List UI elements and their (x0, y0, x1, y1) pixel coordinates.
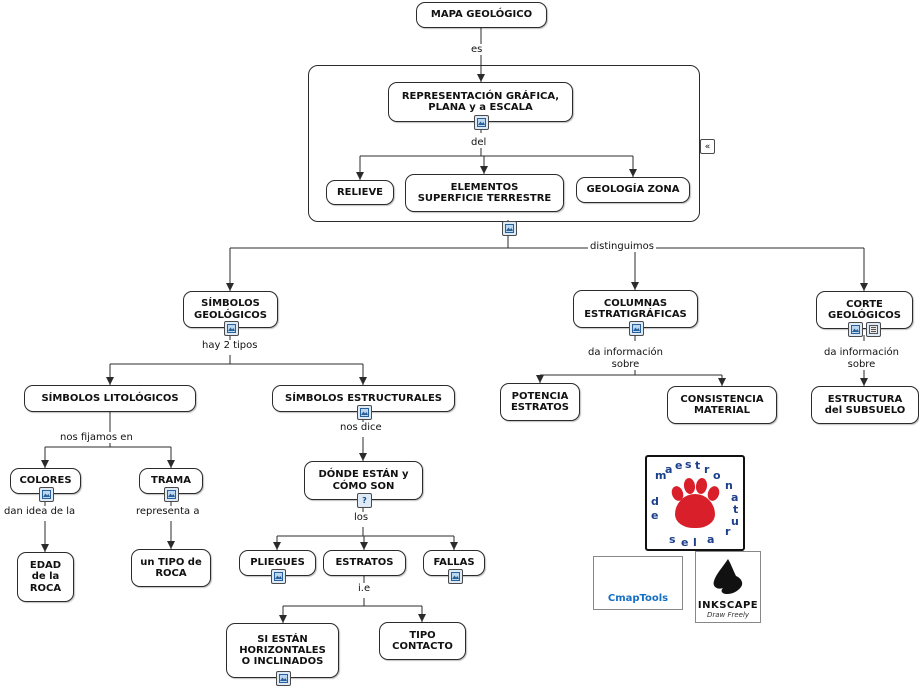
node-label: ELEMENTOS SUPERFICIE TERRESTRE (417, 181, 552, 204)
resource-icon[interactable] (224, 321, 239, 336)
link-label-dan-idea-de-la: dan idea de la (4, 506, 76, 517)
node-elementos-superficie-terrestre[interactable] (405, 174, 564, 212)
node-label: EDAD de la ROCA (29, 560, 62, 594)
node-label: COLORES (19, 475, 72, 487)
link-label-los: los (354, 512, 369, 523)
node-si-estan-horizontales-o-inclinados[interactable] (226, 623, 339, 678)
node-label: ESTRATOS (335, 557, 394, 569)
node-estructura-subsuelo[interactable] (811, 386, 919, 424)
resource-icon[interactable] (164, 487, 179, 502)
resource-icon[interactable] (448, 569, 463, 584)
node-label: SÍMBOLOS ESTRUCTURALES (285, 392, 442, 404)
node-label: CORTE GEOLÓGICOS (827, 298, 902, 321)
maestro-logo-text: m a e s t r o d e n a t u r a l e s (651, 458, 739, 549)
node-label: DÓNDE ESTÁN y CÓMO SON (318, 469, 409, 492)
node-mapa-geologico[interactable] (416, 2, 547, 28)
resource-icon[interactable] (866, 322, 881, 337)
collapse-icon[interactable]: « (700, 139, 715, 154)
node-label: GEOLOGÍA ZONA (586, 184, 680, 196)
inkscape-tagline: Draw Freely (706, 611, 750, 619)
node-simbolos-litologicos[interactable] (24, 385, 196, 412)
cmaptools-label: CmapTools (607, 593, 669, 604)
node-label: PLIEGUES (250, 557, 305, 569)
help-resource-icon[interactable]: ? (357, 493, 372, 508)
link-label-nos-fijamos-en: nos fijamos en (60, 432, 133, 443)
inkscape-mark-icon (708, 556, 748, 598)
resource-icon[interactable] (39, 487, 54, 502)
resource-icon[interactable] (276, 671, 291, 686)
maestro-naturaleza-logo (645, 455, 745, 551)
node-label: MAPA GEOLÓGICO (430, 9, 533, 21)
node-relieve[interactable] (326, 180, 394, 205)
node-edad-de-la-roca[interactable] (17, 552, 74, 602)
resource-icon[interactable] (474, 115, 489, 130)
node-label: TRAMA (151, 475, 191, 487)
resource-icon[interactable] (848, 322, 863, 337)
link-label-distinguimos: distinguimos (590, 241, 654, 252)
node-geologia-zona[interactable] (576, 177, 690, 203)
node-corte-geologicos[interactable] (816, 291, 913, 329)
link-label-da-informacion-sobre-columnas: da información sobre (588, 347, 663, 370)
resource-icon[interactable] (502, 221, 517, 236)
link-label-es: es (471, 44, 483, 55)
node-estratos[interactable] (323, 550, 406, 576)
node-tipo-contacto[interactable] (379, 622, 466, 660)
link-label-da-informacion-sobre-corte: da información sobre (824, 347, 899, 370)
node-label: FALLAS (433, 557, 475, 569)
node-label: RELIEVE (336, 186, 384, 198)
node-label: TIPO CONTACTO (392, 629, 453, 652)
node-label: CONSISTENCIA MATERIAL (680, 393, 764, 416)
inkscape-label: INKSCAPE (697, 600, 759, 611)
node-potencia-estratos[interactable] (500, 383, 580, 421)
link-label-hay-2-tipos: hay 2 tipos (202, 340, 258, 351)
link-label-del: del (471, 137, 487, 148)
link-label-representa-a: representa a (136, 506, 200, 517)
cmaptools-logo (593, 556, 683, 610)
node-label: COLUMNAS ESTRATIGRÁFICAS (584, 297, 687, 320)
link-label-ie: i.e (358, 583, 371, 594)
node-label: SÍMBOLOS GEOLÓGICOS (193, 298, 268, 321)
resource-icon[interactable] (629, 321, 644, 336)
node-label: SÍMBOLOS LITOLÓGICOS (41, 392, 179, 404)
link-label-nos-dice: nos dice (340, 422, 382, 433)
node-label: ESTRUCTURA del SUBSUELO (824, 393, 906, 416)
node-un-tipo-de-roca[interactable] (131, 549, 211, 587)
node-label: SI ESTÁN HORIZONTALES O INCLINADOS (239, 633, 326, 668)
node-label: POTENCIA ESTRATOS (510, 390, 570, 413)
resource-icon[interactable] (357, 405, 372, 420)
node-label: un TIPO de ROCA (140, 556, 202, 579)
resource-icon[interactable] (271, 569, 286, 584)
node-consistencia-material[interactable] (667, 386, 777, 424)
inkscape-logo (695, 551, 761, 623)
node-label: REPRESENTACIÓN GRÁFICA, PLANA y a ESCALA (401, 90, 560, 113)
